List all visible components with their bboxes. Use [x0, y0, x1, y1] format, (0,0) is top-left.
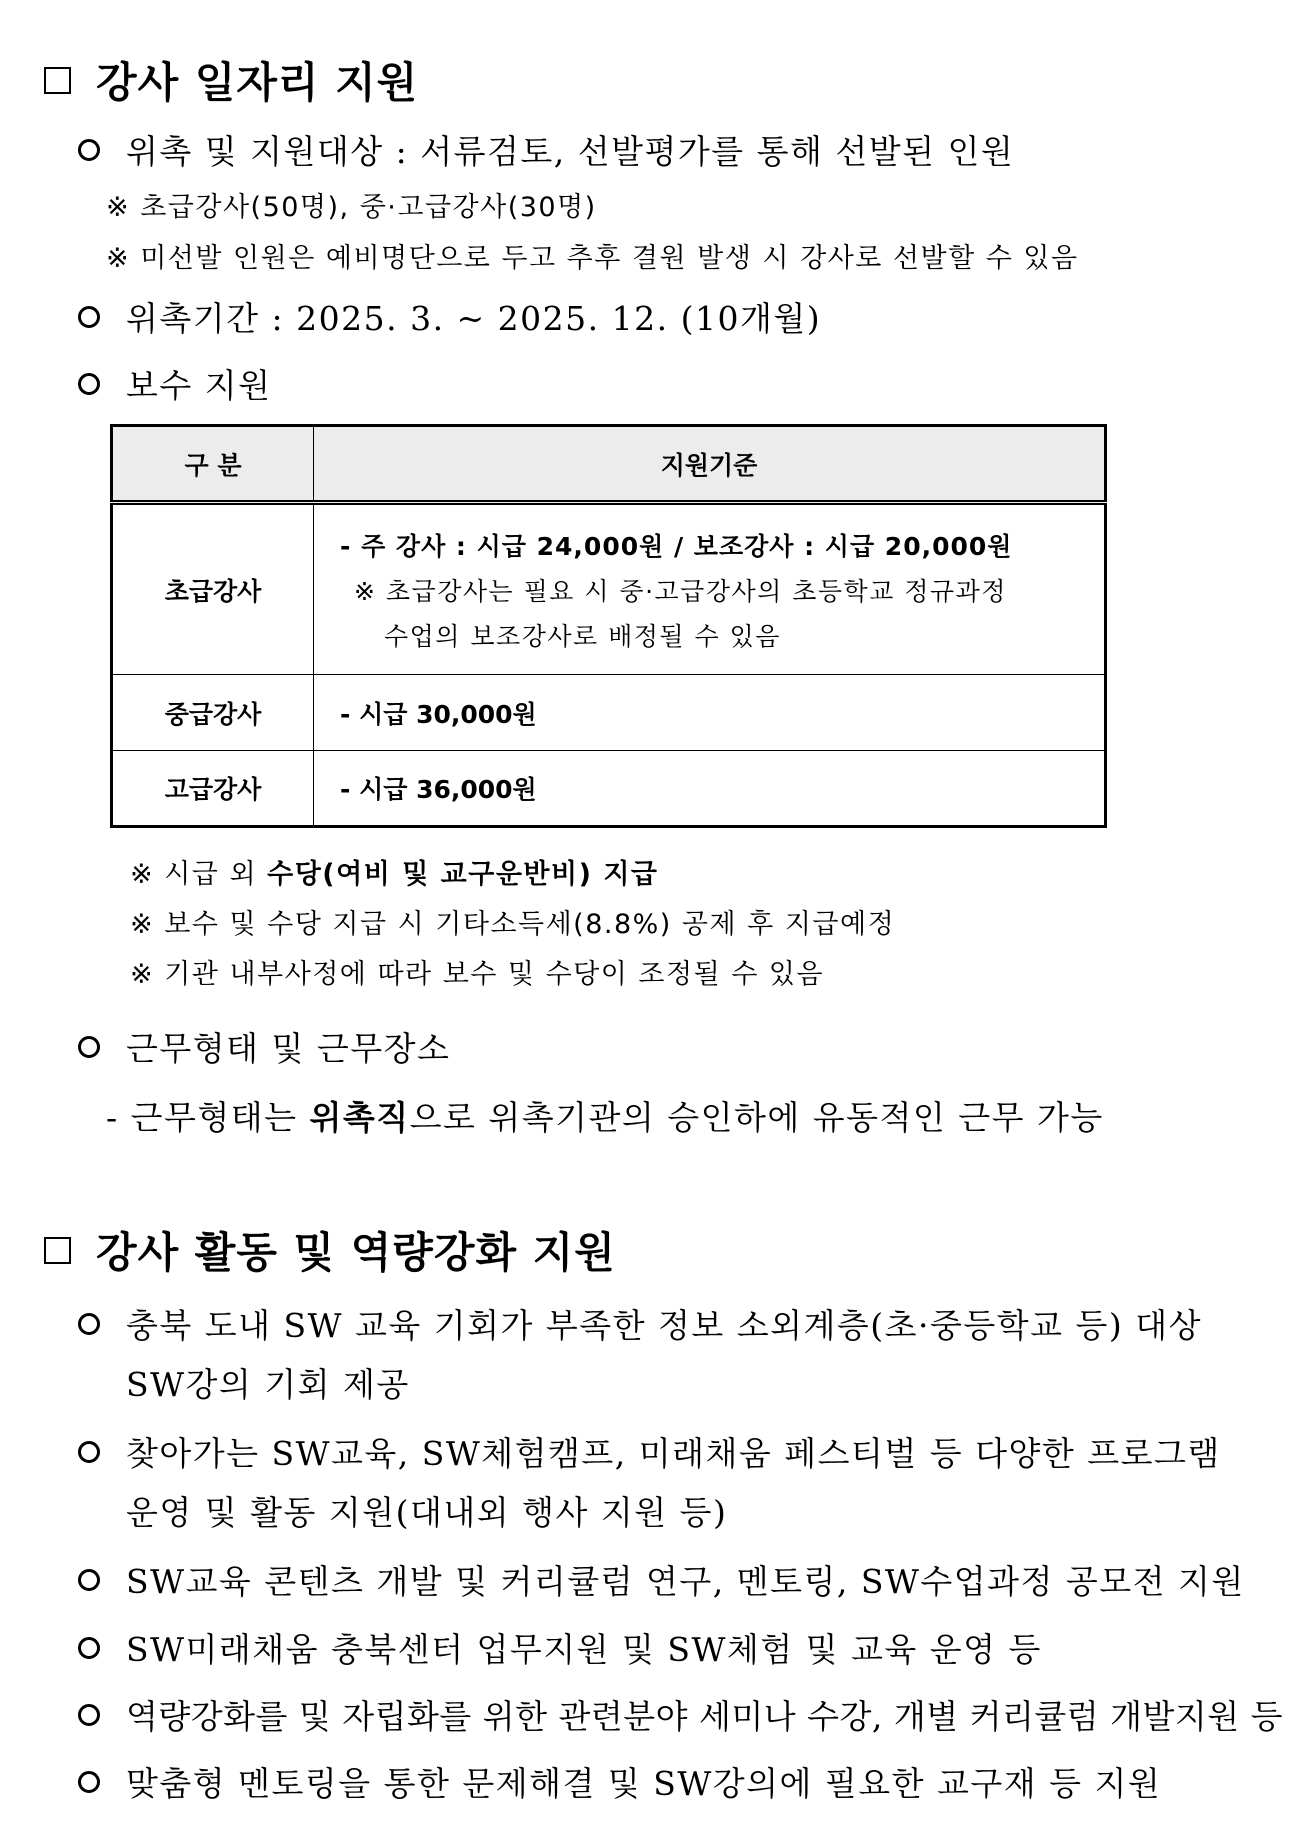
circle-bullet-icon [78, 1036, 100, 1058]
circle-bullet-icon [78, 306, 100, 328]
list-item [78, 1691, 1283, 1738]
list-item-text: 맞춤형 멘토링을 통한 문제해결 및 SW강의에 필요한 교구재 등 지원 [126, 1764, 1162, 1803]
list-item-text: SW교육 콘텐츠 개발 및 커리큘럼 연구, 멘토링, SW수업과정 공모전 지원 [126, 1562, 1245, 1601]
list-item [78, 1428, 1221, 1475]
eligibility-text: 위촉 및 지원대상 : 서류검토, 선발평가를 통해 선발된 인원 [126, 132, 1015, 171]
list-item [78, 1758, 1161, 1805]
pay-heading-item [78, 360, 272, 407]
work-detail-bold: 위촉직 [309, 1098, 410, 1137]
work-heading-text: 근무형태 및 근무장소 [126, 1029, 451, 1068]
pay-note-allowance-bold: 수당(여비 및 교구운반비) 지급 [267, 859, 659, 890]
circle-bullet-icon [78, 1441, 100, 1463]
list-item [78, 1300, 1202, 1347]
section-title-text: 강사 일자리 지원 [96, 58, 419, 107]
list-item [78, 1624, 1042, 1671]
circle-bullet-icon [78, 139, 100, 161]
table-row [112, 751, 1106, 827]
circle-bullet-icon [78, 373, 100, 395]
circle-bullet-icon [78, 1313, 100, 1335]
pay-note-allowance-prefix: ※ 시급 외 [130, 859, 268, 890]
category-cell: 초급강사 [112, 503, 314, 675]
category-cell: 중급강사 [112, 675, 314, 751]
category-cell: 고급강사 [112, 751, 314, 827]
pay-note-allowance [130, 852, 659, 891]
work-detail-suffix: 으로 위촉기관의 승인하에 유동적인 근무 가능 [409, 1098, 1104, 1137]
table-row [112, 675, 1106, 751]
work-heading-item [78, 1023, 450, 1070]
checkbox-square-icon [44, 1237, 71, 1264]
work-detail-prefix: - 근무형태는 [106, 1098, 310, 1137]
list-item-text: SW미래채움 충북센터 업무지원 및 SW체험 및 교육 운영 등 [126, 1630, 1042, 1669]
criteria-note: ※ 초급강사는 필요 시 중·고급강사의 초등학교 정규과정 [354, 576, 1007, 606]
eligibility-item [78, 126, 1014, 173]
list-item-text: 충북 도내 SW 교육 기회가 부족한 정보 소외계층(초·중등학교 등) 대상 [126, 1306, 1202, 1345]
pay-table [110, 424, 1107, 828]
circle-bullet-icon [78, 1569, 100, 1591]
checkbox-square-icon [44, 67, 71, 94]
criteria-note-cont: 수업의 보조강사로 배정될 수 있음 [384, 621, 781, 651]
work-detail [106, 1092, 1104, 1139]
pay-note-adjust: ※ 기관 내부사정에 따라 보수 및 수당이 조정될 수 있음 [130, 959, 825, 990]
section-title-text: 강사 활동 및 역량강화 지원 [96, 1228, 616, 1277]
criteria-cell [314, 503, 1106, 675]
list-item-continuation: 운영 및 활동 지원(대내외 행사 지원 등) [126, 1493, 728, 1532]
list-item-text: 역량강화를 및 자립화를 위한 관련분야 세미나 수강, 개별 커리큘럼 개발지원 등 [126, 1697, 1283, 1736]
pay-table-header-criteria: 지원기준 [314, 426, 1106, 503]
period-text: 위촉기간 : 2025. 3. ~ 2025. 12. (10개월) [126, 299, 822, 338]
period-item [78, 293, 821, 340]
list-item [78, 1556, 1245, 1603]
criteria-cell: - 시급 36,000원 [314, 751, 1106, 827]
circle-bullet-icon [78, 1704, 100, 1726]
pay-note-tax: ※ 보수 및 수당 지급 시 기타소득세(8.8%) 공제 후 지급예정 [130, 909, 896, 940]
circle-bullet-icon [78, 1637, 100, 1659]
criteria-cell: - 시급 30,000원 [314, 675, 1106, 751]
circle-bullet-icon [78, 1771, 100, 1793]
note-counts: ※ 초급강사(50명), 중·고급강사(30명) [106, 192, 597, 223]
section-title-1 [44, 50, 418, 110]
list-item-continuation: SW강의 기회 제공 [126, 1365, 410, 1404]
table-row [112, 503, 1106, 675]
section-title-2 [44, 1220, 616, 1280]
pay-table-header-row [112, 426, 1106, 503]
note-reserve: ※ 미선발 인원은 예비명단으로 두고 추후 결원 발생 시 강사로 선발할 수 있음 [106, 243, 1079, 274]
pay-heading-text: 보수 지원 [126, 366, 272, 405]
pay-table-header-category: 구 분 [112, 426, 314, 503]
criteria-line: - 주 강사 : 시급 24,000원 / 보조강사 : 시급 20,000원 [340, 531, 1013, 561]
list-item-text: 찾아가는 SW교육, SW체험캠프, 미래채움 페스티벌 등 다양한 프로그램 [126, 1434, 1221, 1473]
